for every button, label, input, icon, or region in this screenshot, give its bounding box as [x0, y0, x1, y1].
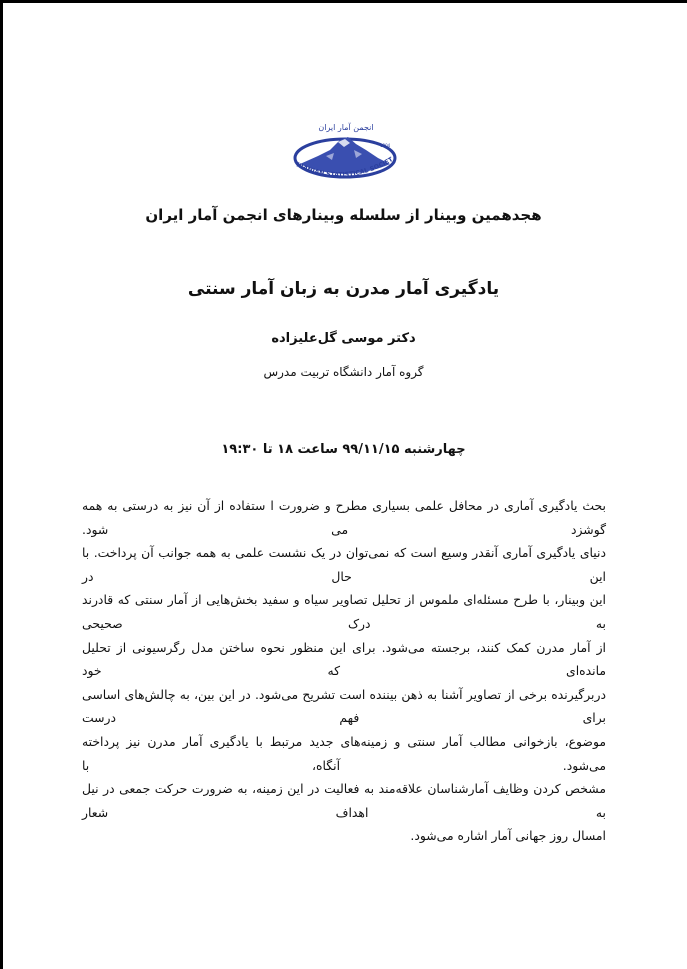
abstract-paragraph	[82, 494, 606, 848]
page-border-left	[0, 0, 3, 969]
abstract-line: مشخص کردن وظایف آمارشناسان علاقه‌مند به فعالیت در این زمینه، به ضرورت حرکت جمعی در نیل به اهداف شعار	[82, 781, 606, 820]
logo-year-small: 1904	[380, 143, 391, 148]
webinar-title: یادگیری آمار مدرن به زبان آمار سنتی	[187, 279, 500, 299]
speaker-affiliation: گروه آمار دانشگاه تربیت مدرس	[263, 365, 424, 379]
abstract-line: دربرگیرنده برخی از تصاویر آشنا به ذهن بیننده است تشریح می‌شود. در این بین، به چالش‌های اساسی برای فهم درست	[82, 686, 606, 726]
abstract-line: از آمار مدرن کمک کنند، برجسته می‌شود. برای این منظور نحوه ساختن مدل رگرسیونی از تحلیل مانده‌ای که خود	[82, 639, 606, 679]
abstract-line: موضوع، بازخوانی مطالب آمار سنتی و زمینه‌های جدید مرتبط با یادگیری آمار مدرن نیز پرداخته می‌شود. آنگاه، با	[82, 733, 606, 773]
abstract-line: بحث یادگیری آماری در محافل علمی بسیاری مطرح و ضرورت ا ستفاده از آن نیز به درستی به همه گوشزد می شود.	[82, 498, 606, 537]
webinar-series-heading: هجدهمین وبینار از سلسله وبینارهای انجمن آمار ایران	[145, 206, 542, 224]
abstract-line: این وبینار، با طرح مسئله‌ای ملموس از تحلیل تصاویر سیاه و سفید بخش‌هایی از آمار سنتی که قادرند به درک صحیحی	[82, 592, 606, 631]
webinar-datetime: چهارشنبه ۹۹/۱۱/۱۵ ساعت ۱۸ تا ۱۹:۳۰	[221, 442, 466, 457]
iranian-statistical-society-logo-icon	[290, 120, 400, 188]
abstract-line: امسال روز جهانی آمار اشاره می‌شود.	[410, 828, 606, 844]
logo-persian-label: انجمن آمار ایران	[318, 123, 374, 132]
page-border-top	[0, 0, 687, 3]
society-logo	[290, 120, 400, 188]
abstract-line: دنیای یادگیری آماری آنقدر وسیع است که نمی‌توان در یک نشست علمی به همه جوانب آن پرداخت. با این حال در	[82, 545, 606, 584]
speaker-name: دکتر موسی گل‌علیزاده	[271, 331, 416, 346]
logo-english-label: IRANIAN STATISTICAL SOCIET	[295, 156, 395, 179]
